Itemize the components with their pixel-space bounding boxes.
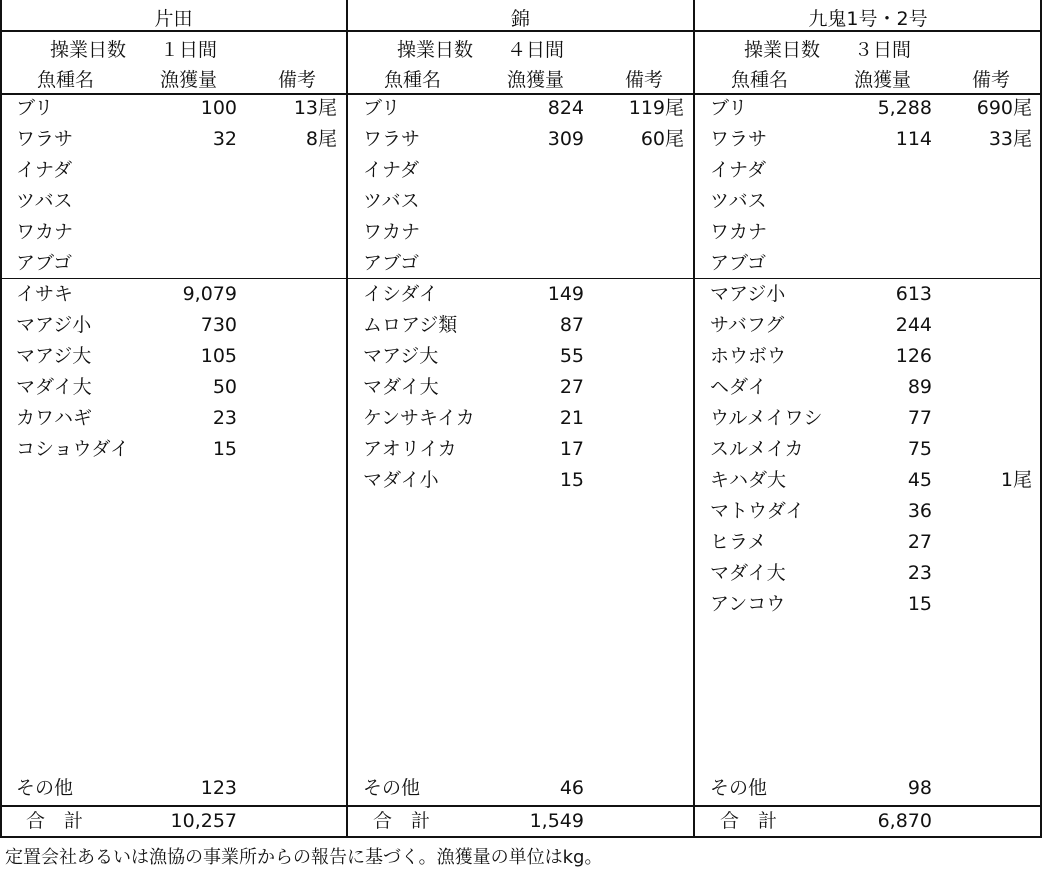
footnote: 定置会社あるいは漁協の事業所からの報告に基づく。漁獲量の単位はkg。 [5, 847, 603, 868]
catch-cell: 123 [200, 777, 237, 799]
table-row [694, 124, 1042, 155]
table-row [694, 465, 1042, 496]
header-note: 備考 [278, 69, 317, 91]
table-row [694, 341, 1042, 372]
species-cell: イナダ [16, 159, 73, 181]
catch-cell: 45 [907, 469, 932, 491]
table-row [347, 217, 694, 248]
header-species: 魚種名 [731, 69, 789, 91]
species-cell: ワカナ [363, 221, 421, 243]
species-cell: ワラサ [710, 128, 768, 150]
catch-cell: 17 [559, 438, 584, 460]
table-row [347, 124, 694, 155]
table-row [0, 341, 347, 372]
region-title: 九鬼1号・2号 [808, 8, 928, 30]
table-row [694, 403, 1042, 434]
catch-cell: 126 [895, 345, 932, 367]
region-title: 錦 [510, 8, 530, 30]
header-note: 備考 [625, 69, 664, 91]
table-row [347, 186, 694, 217]
catch-cell: 50 [212, 376, 237, 398]
catch-cell: 309 [547, 128, 584, 150]
note-cell: 13尾 [293, 97, 337, 119]
table-row [0, 434, 347, 465]
catch-cell: 89 [907, 376, 932, 398]
table-row [347, 434, 694, 465]
species-cell: ワラサ [16, 128, 74, 150]
region-column-kuki [694, 0, 1042, 838]
total-divider [0, 805, 1042, 807]
species-cell: その他 [710, 777, 768, 799]
species-cell: マアジ大 [363, 345, 439, 367]
species-cell: マダイ大 [16, 376, 92, 398]
header-species: 魚種名 [37, 69, 95, 91]
table-row [347, 403, 694, 434]
column-divider [693, 0, 695, 838]
catch-cell: 105 [200, 345, 237, 367]
species-cell: マアジ小 [710, 283, 786, 305]
species-cell: その他 [363, 777, 421, 799]
header-catch: 漁獲量 [854, 69, 912, 91]
misc-row [694, 773, 1042, 804]
catch-cell: 15 [212, 438, 237, 460]
species-cell: キハダ大 [710, 469, 787, 491]
catch-cell: 613 [895, 283, 932, 305]
note-cell: 60尾 [640, 128, 684, 150]
table-row [694, 155, 1042, 186]
region-title: 片田 [154, 8, 193, 30]
catch-cell: 149 [547, 283, 584, 305]
table-row [694, 279, 1042, 310]
catch-cell: 9,079 [182, 283, 237, 305]
total-row [347, 806, 694, 837]
table-row [694, 248, 1042, 279]
operation-days-value: ３日間 [854, 39, 912, 61]
species-cell: イナダ [710, 159, 767, 181]
table-row [0, 155, 347, 186]
catch-cell: 824 [547, 97, 584, 119]
species-cell: ムロアジ類 [363, 314, 458, 336]
catch-cell: 6,870 [877, 810, 932, 832]
table-row [694, 372, 1042, 403]
region-column-katada [0, 0, 347, 838]
table-row [0, 372, 347, 403]
species-cell: ブリ [710, 97, 748, 119]
species-cell: アンコウ [710, 593, 786, 615]
operation-days-value: ４日間 [507, 39, 565, 61]
table-row [347, 279, 694, 310]
header-catch: 漁獲量 [507, 69, 565, 91]
misc-row [347, 773, 694, 804]
species-cell: マダイ大 [710, 562, 786, 584]
table-border-left [0, 0, 2, 838]
species-cell: アブゴ [710, 252, 767, 274]
species-cell: ワラサ [363, 128, 421, 150]
species-cell: コショウダイ [16, 438, 130, 460]
catch-cell: 5,288 [877, 97, 932, 119]
species-cell: アオリイカ [363, 438, 457, 460]
species-cell: イサキ [16, 283, 74, 305]
species-cell: ヘダイ [710, 376, 767, 398]
table-row [0, 310, 347, 341]
header-catch: 漁獲量 [160, 69, 218, 91]
catch-cell: 23 [212, 407, 237, 429]
catch-cell: 21 [559, 407, 584, 429]
table-row [347, 248, 694, 279]
species-cell: マダイ大 [363, 376, 439, 398]
note-cell: 33尾 [988, 128, 1032, 150]
catch-cell: 55 [559, 345, 584, 367]
catch-cell: 27 [559, 376, 584, 398]
catch-cell: 77 [907, 407, 932, 429]
table-row [694, 217, 1042, 248]
table-row [694, 310, 1042, 341]
catch-cell: 75 [907, 438, 932, 460]
catch-cell: 114 [895, 128, 932, 150]
total-label: 合 計 [720, 810, 778, 832]
species-cell: ツバス [363, 190, 420, 212]
catch-cell: 100 [200, 97, 237, 119]
table-row [0, 93, 347, 124]
catch-cell: 15 [907, 593, 932, 615]
species-cell: ヒラメ [710, 531, 767, 553]
catch-cell: 1,549 [529, 810, 584, 832]
species-cell: ウルメイワシ [710, 407, 823, 429]
operation-days-label: 操業日数 [744, 39, 821, 61]
table-row [347, 465, 694, 496]
species-cell: ブリ [16, 97, 54, 119]
header-note: 備考 [972, 69, 1011, 91]
table-row [347, 372, 694, 403]
species-cell: マアジ大 [16, 345, 92, 367]
note-cell: 8尾 [305, 128, 337, 150]
catch-cell: 36 [907, 500, 932, 522]
section-divider [0, 278, 1042, 279]
species-cell: ツバス [16, 190, 73, 212]
table-border-bottom [0, 836, 1042, 838]
table-row [694, 558, 1042, 589]
catch-cell: 10,257 [170, 810, 237, 832]
note-cell: 690尾 [976, 97, 1032, 119]
catch-cell: 27 [907, 531, 932, 553]
catch-cell: 87 [559, 314, 584, 336]
catch-cell: 244 [895, 314, 932, 336]
table-row [694, 589, 1042, 620]
table-row [694, 93, 1042, 124]
species-cell: イナダ [363, 159, 420, 181]
species-cell: アブゴ [363, 252, 420, 274]
catch-cell: 730 [200, 314, 237, 336]
table-row [347, 341, 694, 372]
table-row [0, 124, 347, 155]
column-divider [346, 0, 348, 838]
header-divider [0, 93, 1042, 95]
table-row [0, 248, 347, 279]
note-cell: 119尾 [628, 97, 684, 119]
species-cell: イシダイ [363, 283, 438, 305]
total-label: 合 計 [26, 810, 84, 832]
table-row [694, 527, 1042, 558]
operation-days-label: 操業日数 [397, 39, 474, 61]
total-row [694, 806, 1042, 837]
species-cell: ホウボウ [710, 345, 787, 367]
species-cell: ケンサキイカ [363, 407, 475, 429]
catch-cell: 15 [559, 469, 584, 491]
species-cell: スルメイカ [710, 438, 804, 460]
species-cell: ブリ [363, 97, 401, 119]
total-row [0, 806, 347, 837]
header-divider [0, 30, 1042, 32]
total-label: 合 計 [373, 810, 431, 832]
table-row [347, 93, 694, 124]
species-cell: マダイ小 [363, 469, 439, 491]
species-cell: サバフグ [710, 314, 785, 336]
catch-cell: 46 [559, 777, 584, 799]
operation-days-value: １日間 [160, 39, 218, 61]
species-cell: マトウダイ [710, 500, 805, 522]
species-cell: ワカナ [710, 221, 768, 243]
table-row [0, 279, 347, 310]
species-cell: アブゴ [16, 252, 73, 274]
species-cell: ツバス [710, 190, 767, 212]
species-cell: カワハギ [16, 407, 93, 429]
table-row [0, 217, 347, 248]
note-cell: 1尾 [1000, 469, 1032, 491]
table-row [694, 496, 1042, 527]
catch-cell: 98 [907, 777, 932, 799]
species-cell: その他 [16, 777, 74, 799]
table-row [347, 155, 694, 186]
table-row [0, 186, 347, 217]
header-species: 魚種名 [384, 69, 442, 91]
species-cell: マアジ小 [16, 314, 92, 336]
operation-days-label: 操業日数 [50, 39, 127, 61]
table-row [694, 186, 1042, 217]
misc-row [0, 773, 347, 804]
region-column-nishiki [347, 0, 694, 838]
species-cell: ワカナ [16, 221, 74, 243]
catch-cell: 23 [907, 562, 932, 584]
catch-cell: 32 [212, 128, 237, 150]
table-row [0, 403, 347, 434]
table-row [347, 310, 694, 341]
table-row [694, 434, 1042, 465]
